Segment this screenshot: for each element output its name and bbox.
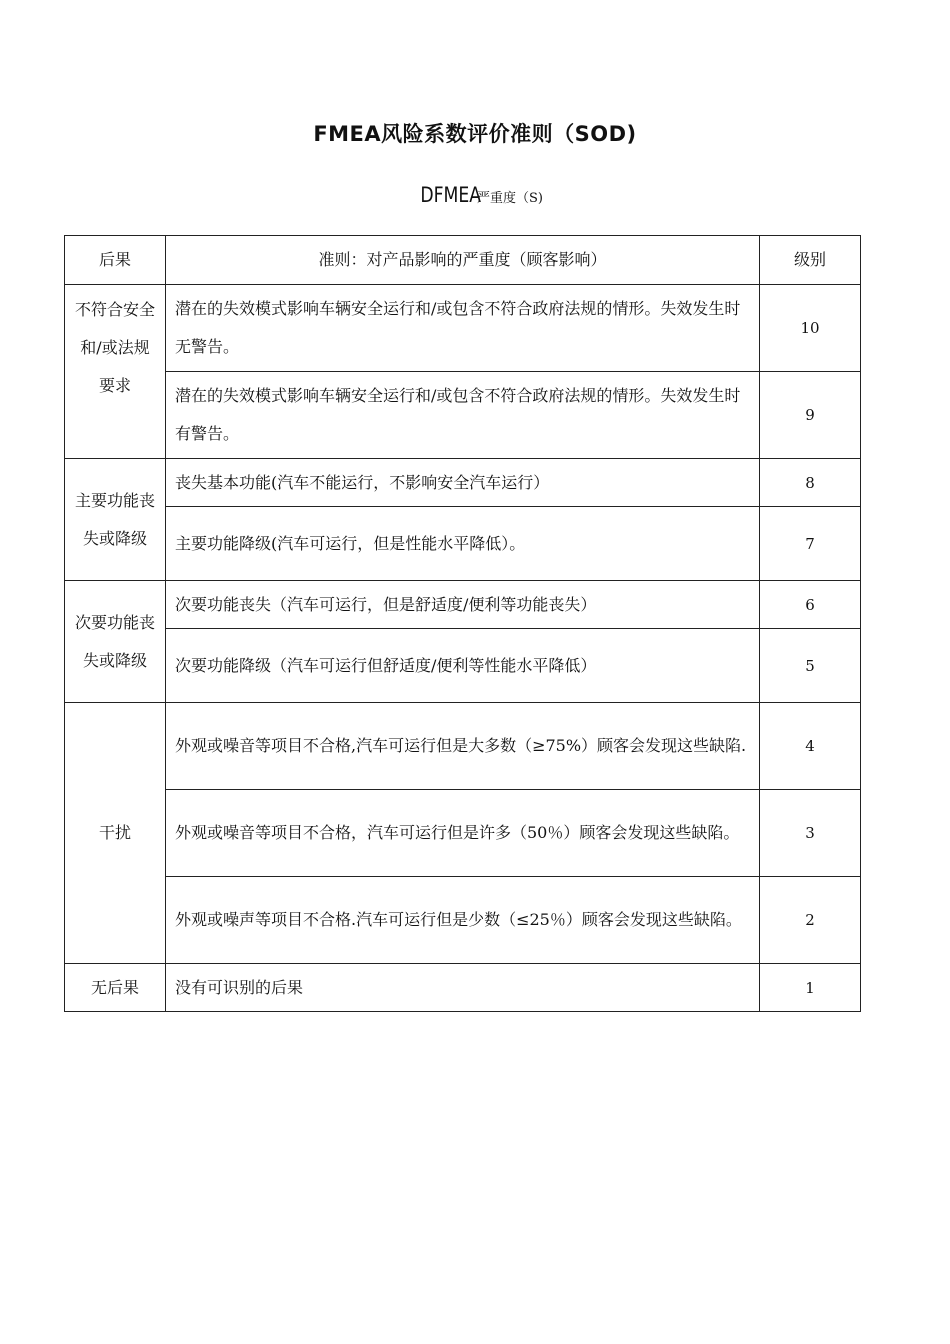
- level-cell: 6: [760, 581, 861, 629]
- criterion-cell: 外观或噪音等项目不合格，汽车可运行但是许多（50％）顾客会发现这些缺陷。: [166, 790, 760, 877]
- criterion-cell: 外观或噪声等项目不合格.汽车可运行但是少数（≤25％）顾客会发现这些缺陷。: [166, 877, 760, 964]
- table-row: [65, 507, 861, 581]
- consequence-cell: 次要功能丧失或降级: [65, 581, 166, 703]
- criterion-cell: 没有可识别的后果: [166, 964, 760, 1012]
- level-cell: 8: [760, 459, 861, 507]
- level-cell: 1: [760, 964, 861, 1012]
- consequence-cell: 无后果: [65, 964, 166, 1012]
- level-cell: 7: [760, 507, 861, 581]
- criterion-cell: 主要功能降级(汽车可运行，但是性能水平降低）。: [166, 507, 760, 581]
- subtitle-severity: 严重度（S): [477, 191, 543, 206]
- header-level: 级别: [760, 236, 861, 285]
- document-title: FMEA风险系数评价准则（SOD): [313, 122, 637, 146]
- header-consequence: 后果: [65, 236, 166, 285]
- criterion-cell: 次要功能丧失（汽车可运行，但是舒适度/便利等功能丧失）: [166, 581, 760, 629]
- table-row: [65, 581, 861, 629]
- consequence-cell: 不符合安全和/或法规要求: [65, 285, 166, 459]
- table-row: [65, 372, 861, 459]
- level-cell: 10: [760, 285, 861, 372]
- level-cell: 9: [760, 372, 861, 459]
- severity-table: [64, 235, 861, 1012]
- table-row: [65, 629, 861, 703]
- table-row: [65, 964, 861, 1012]
- header-criterion: 准则：对产品影响的严重度（顾客影响）: [166, 236, 760, 285]
- level-cell: 5: [760, 629, 861, 703]
- table-row: [65, 459, 861, 507]
- table-row: [65, 703, 861, 790]
- criterion-cell: 潜在的失效模式影响车辆安全运行和/或包含不符合政府法规的情形。失效发生时无警告。: [166, 285, 760, 372]
- criterion-cell: 丧失基本功能(汽车不能运行，不影响安全汽车运行）: [166, 459, 760, 507]
- criterion-cell: 次要功能降级（汽车可运行但舒适度/便利等性能水平降低）: [166, 629, 760, 703]
- table-row: [65, 790, 861, 877]
- criterion-cell: 外观或噪音等项目不合格,汽车可运行但是大多数（≥75%）顾客会发现这些缺陷.: [166, 703, 760, 790]
- table-row: [65, 877, 861, 964]
- level-cell: 2: [760, 877, 861, 964]
- table-header-row: [65, 236, 861, 285]
- criterion-cell: 潜在的失效模式影响车辆安全运行和/或包含不符合政府法规的情形。失效发生时有警告。: [166, 372, 760, 459]
- table-row: [65, 285, 861, 372]
- level-cell: 3: [760, 790, 861, 877]
- consequence-cell: 干扰: [65, 703, 166, 964]
- section-subtitle: [0, 183, 950, 207]
- consequence-cell: 主要功能丧失或降级: [65, 459, 166, 581]
- level-cell: 4: [760, 703, 861, 790]
- subtitle-dfmea: DFMEA: [420, 183, 482, 207]
